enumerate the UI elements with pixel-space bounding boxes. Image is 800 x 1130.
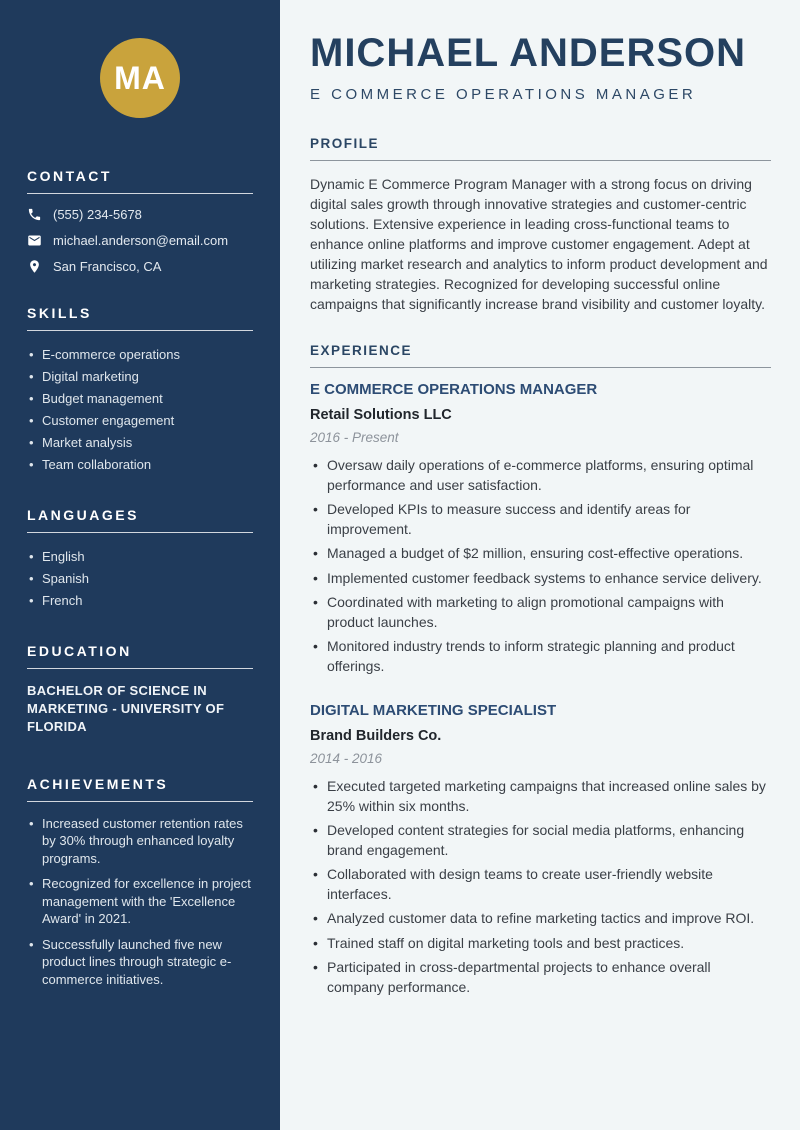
achievement-item: • Recognized for excellence in project management with the 'Excellence Award' in 2021. — [27, 875, 253, 928]
job-bullet: • Developed KPIs to measure success and identify areas for improvement. — [310, 500, 771, 539]
skills-section-title: SKILLS — [27, 305, 92, 321]
job-role: DIGITAL MARKETING SPECIALIST — [310, 702, 557, 719]
skill-item: • Team collaboration — [27, 454, 253, 476]
section-divider — [310, 367, 771, 368]
section-divider — [27, 193, 253, 194]
education-section — [27, 643, 253, 737]
experience-section — [310, 343, 771, 997]
phone-icon — [27, 207, 42, 222]
job-entry — [310, 702, 771, 997]
job-bullet: • Collaborated with design teams to create user-friendly website interfaces. — [310, 865, 771, 904]
skills-section — [27, 305, 253, 476]
achievements-section — [27, 776, 253, 989]
job-bullet-list — [310, 777, 771, 997]
achievement-item: • Increased customer retention rates by 30% through enhanced loyalty programs. — [27, 815, 253, 868]
skill-item: • Digital marketing — [27, 366, 253, 388]
candidate-job-title: E COMMERCE OPERATIONS MANAGER — [310, 86, 697, 103]
avatar-initials: MA — [114, 59, 166, 96]
job-bullet: • Analyzed customer data to refine marketing tactics and improve ROI. — [310, 909, 771, 929]
profile-section — [310, 136, 771, 314]
contact-section-title: CONTACT — [27, 168, 112, 184]
job-bullet: • Executed targeted marketing campaigns that increased online sales by 25% within six months. — [310, 777, 771, 816]
job-company: Retail Solutions LLC — [310, 407, 452, 423]
skill-item: • Market analysis — [27, 432, 253, 454]
section-divider — [27, 330, 253, 331]
job-bullet: • Trained staff on digital marketing tools and best practices. — [310, 934, 771, 954]
skill-item: • Budget management — [27, 388, 253, 410]
achievement-item: • Successfully launched five new product lines through strategic e-commerce initiatives. — [27, 936, 253, 989]
job-role: E COMMERCE OPERATIONS MANAGER — [310, 381, 598, 398]
job-bullet: • Developed content strategies for social media platforms, enhancing brand engagement. — [310, 821, 771, 860]
contact-section — [27, 168, 253, 274]
avatar — [100, 38, 180, 118]
profile-text: Dynamic E Commerce Program Manager with a strong focus on driving digital sales growth through innovative strategies and customer-centric solutions. Extensive experience in leading cross-functional teams to enhance online platforms and improve customer engagement. Adept at utilizing market research and analytics to inform product development and marketing strategies. Recognized for developing successful online campaigns that significantly increase brand visibility and customer loyalty. — [310, 176, 768, 312]
contact-row-email — [27, 233, 253, 248]
section-divider — [27, 532, 253, 533]
job-company: Brand Builders Co. — [310, 728, 442, 744]
envelope-icon — [27, 233, 42, 248]
achievements-section-title: ACHIEVEMENTS — [27, 775, 169, 792]
education-section-title: EDUCATION — [27, 643, 132, 659]
section-divider — [310, 160, 771, 161]
resume-main — [280, 0, 800, 1130]
contact-row-location — [27, 259, 253, 274]
languages-section — [27, 507, 253, 612]
languages-section-title: LANGUAGES — [27, 507, 139, 523]
job-bullet-list — [310, 456, 771, 676]
language-item: • Spanish — [27, 568, 253, 590]
candidate-name: MICHAEL ANDERSON — [310, 31, 747, 75]
language-item: • French — [27, 590, 253, 612]
job-bullet: • Monitored industry trends to inform strategic planning and product offerings. — [310, 637, 771, 676]
location-pin-icon — [27, 259, 42, 274]
job-bullet: • Coordinated with marketing to align promotional campaigns with product launches. — [310, 593, 771, 632]
achievements-list — [27, 815, 253, 989]
job-dates: 2016 - Present — [310, 430, 399, 445]
degree-text: BACHELOR OF SCIENCE IN MARKETING - UNIVERSITY OF FLORIDA — [27, 683, 225, 735]
skill-item: • E-commerce operations — [27, 344, 253, 366]
job-bullet: • Participated in cross-departmental projects to enhance overall company performance. — [310, 958, 771, 997]
job-bullet: • Implemented customer feedback systems to enhance service delivery. — [310, 569, 771, 589]
location-text: San Francisco, CA — [53, 259, 162, 274]
job-bullet: • Oversaw daily operations of e-commerce platforms, ensuring optimal performance and user satisfaction. — [310, 456, 771, 495]
section-divider — [27, 668, 253, 669]
job-bullet: • Managed a budget of $2 million, ensuring cost-effective operations. — [310, 544, 771, 564]
resume-sidebar — [0, 0, 280, 1130]
profile-section-title: PROFILE — [310, 136, 380, 151]
section-divider — [27, 801, 253, 802]
skill-item: • Customer engagement — [27, 410, 253, 432]
language-item: • English — [27, 546, 253, 568]
skills-list — [27, 344, 253, 476]
contact-row-phone — [27, 207, 253, 222]
email-address: michael.anderson@email.com — [53, 233, 229, 248]
job-entry — [310, 381, 771, 676]
job-dates: 2014 - 2016 — [310, 751, 383, 766]
languages-list — [27, 546, 253, 612]
experience-section-title: EXPERIENCE — [310, 343, 413, 358]
phone-number: (555) 234-5678 — [53, 207, 142, 222]
